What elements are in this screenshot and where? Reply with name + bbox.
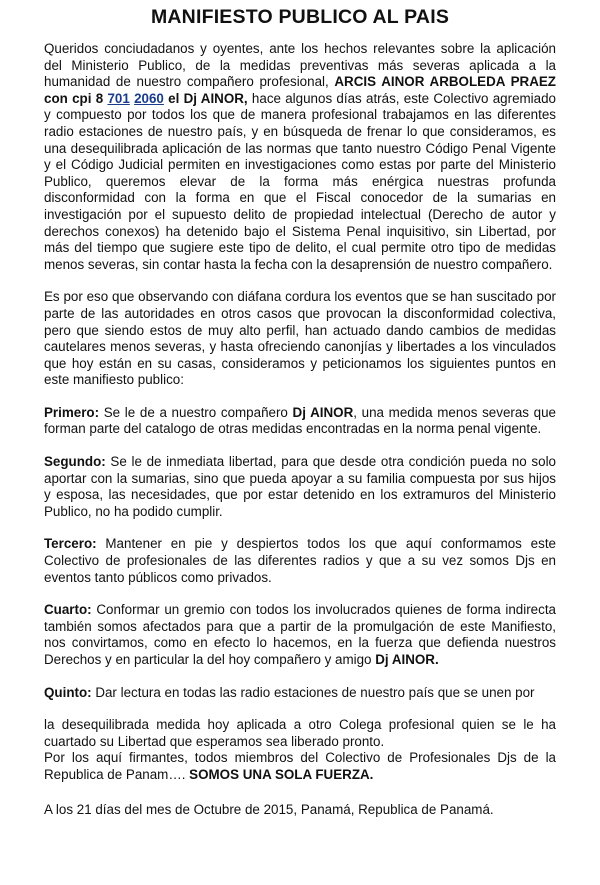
point-cuarto-end: .: [434, 652, 439, 667]
signers-paragraph: [44, 750, 556, 783]
point-cuarto-label: Cuarto:: [44, 602, 92, 618]
continuation-paragraph: la desequilibrada medida hoy aplicada a otro Colega profesional quien se le ha cuartado su Libertad que esperamos sea liberado pronto.: [44, 717, 556, 749]
point-cuarto-name: Dj AINOR: [375, 652, 435, 667]
point-primero: [44, 405, 556, 438]
point-cuarto-text: Conformar un gremio con todos los involucrados quienes de forma indirecta también somos afectados para que a partir de la promulgación de este Manifiesto, nos convirtamos, como en efecto lo hacemos, en la fuerza que defienda nuestros Derechos y en particular la del hoy compañero y amigo: [44, 602, 556, 667]
honoree-alias: el Dj AINOR,: [163, 90, 248, 106]
point-quinto-label: Quinto:: [44, 684, 92, 700]
point-tercero-label: Tercero:: [44, 536, 97, 552]
honoree-name: ARCIS AINOR ARBOLEDA PRAEZ con cpi: [44, 74, 556, 106]
point-primero-label: Primero:: [44, 404, 100, 420]
point-segundo: [44, 454, 556, 520]
point-quinto: [44, 685, 556, 702]
point-primero-text-b: , una medida menos severas que forman parte del catalogo de otras medidas encontradas en la norma penal vigente.: [44, 404, 556, 437]
intro-text-rest: hace algunos días atrás, este Colectivo agremiado y compuesto por todos los que de manera profesional trabajamos en las diferentes radio estaciones de nuestro país, y en búsqueda de frenar lo que consideramos, es una desequilibrada aplicación de las normas que tanto nuestro Código Penal Vigente y el Código Judicial permiten en investigaciones como estas por parte del Ministerio Publico, queremos elevar de la forma más enérgica nuestras profunda disconformidad con la forma en que el Fiscal conocedor de la sumarias en investigación por el supuesto delito de propiedad intelectual (Derecho de autor y derechos conexos) ha detenido bajo el Sistema Penal inquisitivo, sin Libertad, por más del tiempo que sugiere este tipo de delito, el cual permite otro tipo de medidas menos severas, sin contar hasta la fecha con la desaprensión de nuestro compañero.: [44, 90, 556, 272]
closing-date-line: A los 21 días del mes de Octubre de 2015, Panamá, Republica de Panamá.: [44, 801, 494, 817]
point-tercero-text: Mantener en pie y despiertos todos los que aquí conformamos este Colectivo de profesionales de las diferentes radios y que a su vez somos Djs en eventos tanto públicos como privados.: [44, 536, 556, 585]
petition-intro-paragraph: Es por eso que observando con diáfana cordura los eventos que se han suscitado por parte de las autoridades en otros casos que provocan la disconformidad colectiva, pero que siendo estos de muy alto perfil, han actuado dando cambios de medidas cautelares menos severas, y hasta ofreciendo canonjías y libertades a los vinculados que hoy están en su casas, consideramos y peticionamos los siguientes puntos en este manifiesto publico:: [44, 289, 556, 388]
ci-prefix: 8: [91, 90, 108, 106]
point-primero-text-a: Se le de a nuestro compañero: [99, 404, 293, 420]
point-cuarto: [44, 602, 556, 668]
signers-motto: SOMOS UNA SOLA FUERZA.: [185, 766, 374, 782]
point-quinto-text: Dar lectura en todas las radio estaciones de nuestro país que se unen por: [91, 684, 535, 700]
signers-text: Por los aquí firmantes, todos miembros del Colectivo de Profesionales Djs de la Republica de Panam….: [44, 750, 556, 782]
document-title: MANIFIESTO PUBLICO AL PAIS: [150, 6, 450, 28]
point-segundo-text: Se le de inmediata libertad, para que desde otra condición pueda no solo aportar con la sumarias, sino que pueda apoyar a su familia compuesta por sus hijos y esposa, las necesidades, que por estar detenido en los extramuros del Ministerio Publico, no ha podido cumplir.: [44, 454, 556, 519]
point-segundo-label: Segundo:: [44, 454, 106, 470]
ci-number-part-b: 2060: [134, 90, 164, 106]
ci-number-part-a: 701: [107, 90, 130, 106]
intro-paragraph: [44, 41, 556, 273]
point-primero-name: Dj AINOR: [292, 404, 354, 420]
point-tercero: [44, 536, 556, 586]
intro-text-start: Queridos conciudadanos y oyentes, ante los hechos relevantes sobre la aplicación del Ministerio Publico, de la medidas preventivas más severas aplicada a la humanidad de nuestro compañero profesional,: [44, 41, 556, 90]
